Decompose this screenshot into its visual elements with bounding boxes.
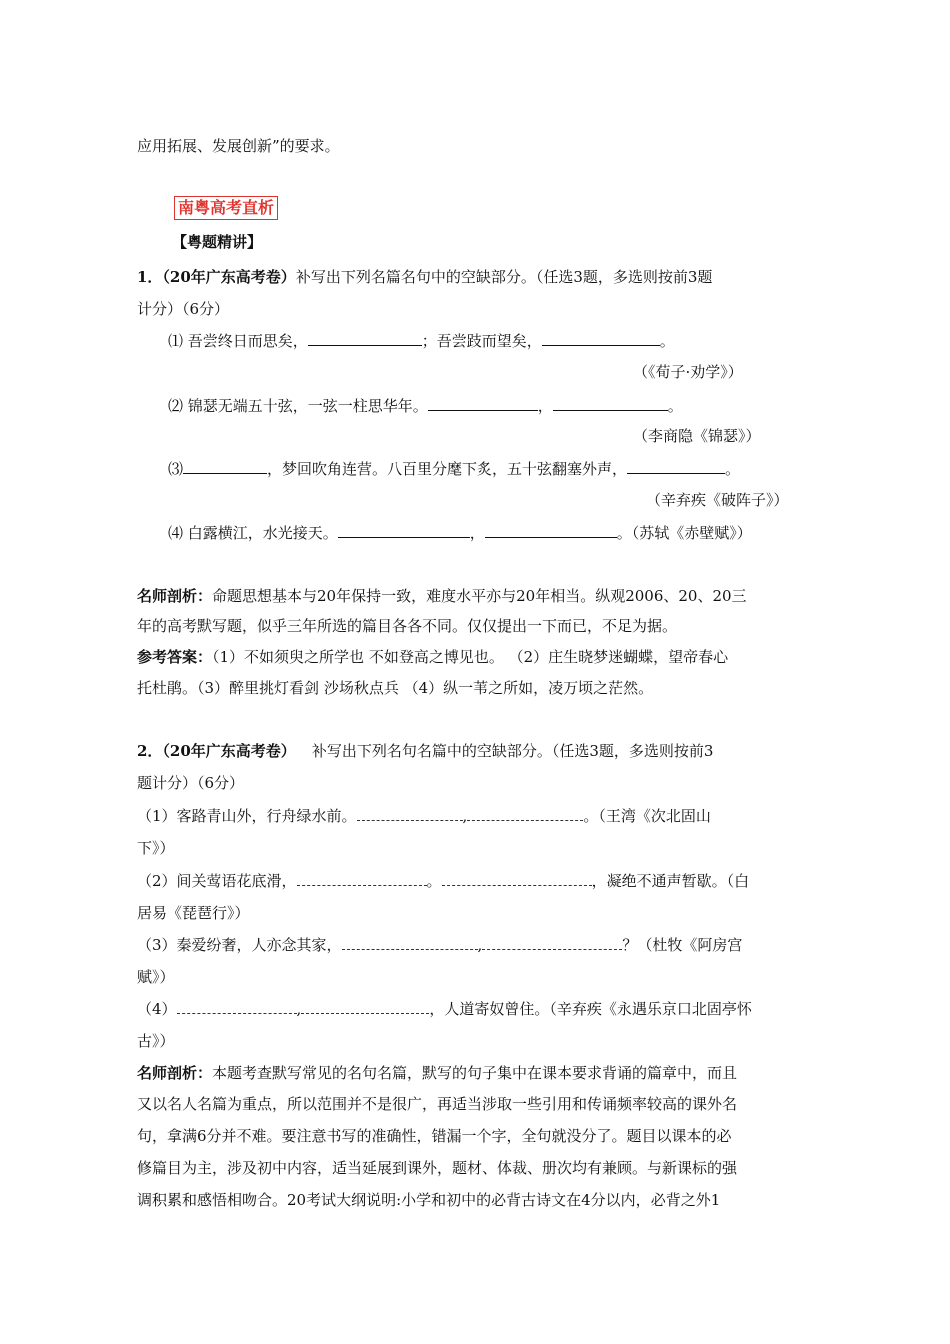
q2-i2-a: （2）间关莺语花底滑，	[137, 872, 297, 890]
q1-item-4	[168, 522, 752, 544]
q2-i2-c: ，凝绝不通声暂歇。（白	[591, 872, 750, 890]
q1-answer-text-1: （1）不如须臾之所学也 不如登高之博见也。 （2）庄生晓梦迷蝴蝶，望帝春心	[212, 648, 729, 666]
answer-blank	[485, 523, 617, 538]
q1-i4-b: ，	[469, 524, 485, 542]
answer-blank	[342, 935, 478, 950]
q1-stem-a: 补写出下列名篇名句中的空缺部分。（任选3题，多选则按前3题	[295, 268, 713, 286]
q1-answer-2: 托杜鹃。（3）醉里挑灯看剑 沙场秋点兵 （4）纵一苇之所如，凌万顷之茫然。	[137, 679, 654, 697]
q1-item-1	[168, 330, 675, 352]
answer-blank	[338, 523, 470, 538]
q1-item-3	[168, 458, 740, 480]
q2-analysis-2: 又以名人名篇为重点，所以范围并不是很广，再适当涉取一些引用和传诵频率较高的课外名	[137, 1095, 738, 1113]
q2-i3-c: ？（杜牧《阿房宫	[622, 936, 743, 954]
q1-item-2	[168, 395, 683, 417]
q2-analysis-4: 修篇目为主，涉及初中内容，适当延展到课外，题材、体裁、册次均有兼顾。与新课标的强	[137, 1159, 738, 1177]
q2-i3-a: （3）秦爱纷奢，人亦念其家，	[137, 936, 342, 954]
answer-blank	[183, 459, 267, 474]
answer-blank	[442, 871, 592, 886]
q1-i4-a: ⑷ 白露横江，水光接天。	[168, 524, 338, 542]
q2-analysis-1	[137, 1062, 737, 1084]
q2-i4-tail: 古》）	[137, 1032, 175, 1050]
q2-analysis-5: 调积累和感悟相吻合。20考试大纲说明:小学和初中的必背古诗文在4分以内，必背之外1	[137, 1191, 721, 1209]
subhead: 【粤题精讲】	[172, 233, 263, 251]
q1-i3-a: ⑶	[168, 460, 184, 478]
q1-i2-a: ⑵ 锦瑟无端五十弦，一弦一柱思华年。	[168, 397, 428, 415]
q2-item-1	[137, 805, 711, 827]
q1-i3-source: （辛弃疾《破阵子》）	[646, 491, 789, 509]
q1-i2-source: （李商隐《锦瑟》）	[633, 427, 761, 445]
q1-i3-c: 。	[725, 460, 741, 478]
answer-blank	[177, 999, 297, 1014]
answer-blank	[301, 999, 429, 1014]
q1-answer-1	[137, 646, 728, 668]
q2-i3-b: ,	[477, 936, 483, 954]
answer-blank	[357, 806, 463, 821]
answer-blank	[467, 806, 583, 821]
q2-stem-a: 补写出下列名句名篇中的空缺部分。（任选3题，多选则按前3	[311, 742, 714, 760]
q2-item-3	[137, 934, 742, 956]
section-badge: 南粤高考直析	[174, 196, 278, 220]
q2-i1-b: ,	[462, 807, 468, 825]
q1-stem	[137, 266, 712, 288]
q1-label: 1．（20年广东高考卷）	[137, 268, 296, 286]
q2-analysis-text-1: 本题考查默写常见的名句名篇，默写的句子集中在课本要求背诵的篇章中，而且	[212, 1064, 738, 1082]
q2-i2-tail: 居易《琵琶行》）	[137, 904, 250, 922]
q2-stem-b: 题计分）（6分）	[137, 774, 245, 792]
q1-answer-label: 参考答案：	[137, 648, 213, 666]
q1-i2-b: ，	[537, 397, 553, 415]
answer-blank	[542, 331, 660, 346]
q2-i2-b: 。	[426, 872, 442, 890]
q2-i4-c: ，人道寄奴曾住。（辛弃疾《永遇乐京口北固亭怀	[429, 1000, 752, 1018]
q1-i1-c: 。	[659, 332, 675, 350]
q1-i1-b: ；吾尝跂而望矣，	[421, 332, 542, 350]
answer-blank	[627, 459, 725, 474]
answer-blank	[297, 871, 427, 886]
q1-stem-b: 计分）（6分）	[137, 300, 230, 318]
q2-i1-a: （1）客路青山外，行舟绿水前。	[137, 807, 357, 825]
answer-blank	[308, 331, 422, 346]
q2-i1-c: 。（王湾《次北固山	[583, 807, 711, 825]
q1-i2-c: 。	[667, 397, 683, 415]
q1-analysis-1	[137, 585, 747, 607]
q2-item-2	[137, 870, 749, 892]
q1-analysis-label: 名师剖析：	[137, 587, 213, 605]
q1-i1-a: ⑴ 吾尝终日而思矣，	[168, 332, 308, 350]
q2-stem	[137, 740, 713, 762]
q2-item-4	[137, 998, 752, 1020]
answer-blank	[553, 396, 668, 411]
q1-analysis-2: 年的高考默写题，似乎三年所选的篇目各各不同。仅仅提出一下而已，不足为据。	[137, 617, 678, 635]
q1-analysis-text-1: 命题思想基本与20年保持一致，难度水平亦与20年相当。纵观2006、20、20三	[212, 587, 747, 605]
q2-i3-tail: 赋》）	[137, 968, 175, 986]
intro-tail: 应用拓展、发展创新”的要求。	[137, 137, 340, 155]
q1-i1-source: （《荀子·劝学》）	[633, 363, 743, 381]
q2-i4-b: ,	[296, 1000, 302, 1018]
q2-label: 2．（20年广东高考卷）	[137, 742, 296, 760]
q1-i3-b: ，梦回吹角连营。八百里分麾下炙，五十弦翻塞外声，	[267, 460, 628, 478]
q2-i4-a: （4）	[137, 1000, 177, 1018]
answer-blank	[482, 935, 622, 950]
q2-i1-tail: 下》）	[137, 839, 175, 857]
q1-i4-c: 。（苏轼《赤壁赋》）	[616, 524, 752, 542]
q2-analysis-label: 名师剖析：	[137, 1064, 213, 1082]
answer-blank	[428, 396, 538, 411]
q2-analysis-3: 句，拿满6分并不难。要注意书写的准确性，错漏一个字，全句就没分了。题目以课本的必	[137, 1127, 732, 1145]
